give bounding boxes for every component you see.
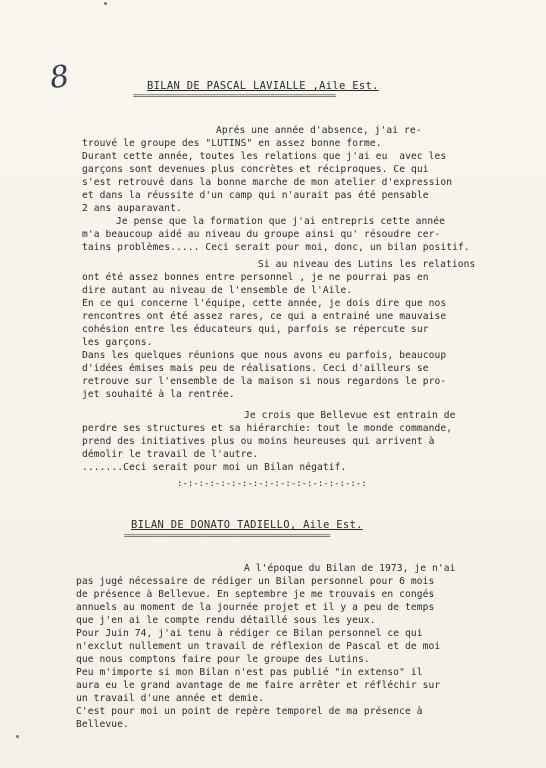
text-line: Peu m'importe si mon Bilan n'est pas publié "in extenso" il [76,667,423,678]
text-line: Pour Juin 74, j'ai tenu à rédiger ce Bilan personnel ce qui [76,628,423,639]
text-line: prend des initiatives plus ou moins heureuses qui arrivent à [82,436,435,447]
text-line: trouvé le groupe des "LUTINS" en assez bonne forme. [82,138,382,149]
text-line: garçons sont devenues plus concrètes et réciproques. Ce qui [82,164,429,175]
text-line: En ce qui concerne l'équipe, cette année, je dois dire que nos [82,298,447,309]
text-line: ont été assez bonnes entre personnel , je ne pourrai pas en [82,272,429,283]
text-line: Dans les quelques réunions que nous avons eu parfois, beaucoup [82,350,447,361]
section-separator: :-:-:-:-:-:-:-:-:-:-:-:-:-:-:-:-:-: [177,479,367,489]
text-line: et dans la réussite d'un camp qui n'aurait pas été pensable [82,190,429,201]
text-line: Je crois que Bellevue est entrain de [244,410,456,421]
section2-title: BILAN DE DONATO TADIELLO, Aile Est. [131,519,363,531]
title-double-rule: ======================================================== [133,92,336,100]
text-line: tains problèmes..... Ceci serait pour moi, donc, un bilan positif. [82,242,470,253]
text-line: pas jugé nécessaire de rédiger un Bilan personnel pour 6 mois [76,576,435,587]
text-line: C'est pour moi un point de repère temporel de ma présence à [76,706,423,717]
text-line: Durant cette année, toutes les relations que j'ai eu avec les [82,151,447,162]
text-line: Je pense que la formation que j'ai entrepris cette année [116,216,446,227]
text-line: jet souhaité à la rentrée. [82,389,235,400]
text-line: Si au niveau des Lutins les relations [258,259,476,270]
title-double-rule: ========================================================= [124,532,331,540]
text-line: démolir le travail de l'autre. [82,449,259,460]
text-line: n'exclut nullement un travail de réflexion de Pascal et de moi [76,641,441,652]
text-line: rencontres ont été assez rares, ce qui a entrainé une mauvaise [82,311,447,322]
text-line: de présence à Bellevue. En septembre je me trouvais en congés [76,589,435,600]
text-line: dire autant au niveau de l'ensemble de l'Aile. [82,285,353,296]
text-line: Bellevue. [76,719,129,730]
text-line: que j'en ai le compte rendu détaillé sous les yeux. [76,615,376,626]
text-line: perdre ses structures et sa hiérarchie: tout le monde commande, [82,423,453,434]
text-line: 2 ans auparavant. [82,203,182,214]
text-line: s'est retrouvé dans la bonne marche de mon atelier d'expression [82,177,453,188]
text-line: Aprés une année d'absence, j'ai re- [216,125,422,136]
text-line: retrouve sur l'ensemble de la maison si nous regardons le pro- [82,376,447,387]
text-line: d'idées émises mais peu de réalisations. Ceci d'ailleurs se [82,363,429,374]
text-line: A l'époque du Bilan de 1973, je n'ai [244,563,456,574]
paper-speck [104,2,107,5]
text-line: cohésion entre les éducateurs qui, parfois se répercute sur [82,324,429,335]
section1-title: BILAN DE PASCAL LAVIALLE ,Aile Est. [147,80,379,92]
text-line: aura eu le grand avantage de me faire arrêter et réfléchir sur [76,680,441,691]
text-line: .......Ceci serait pour moi un Bilan négatif. [82,462,347,473]
text-line: un travail d'une année et demie. [76,693,265,704]
page-number-mark: 8 [47,58,72,97]
paper-speck [16,735,19,738]
text-line: les garçons. [82,337,153,348]
text-line: m'a beaucoup aidé au niveau du groupe ainsi qu' résoudre cer- [82,229,441,240]
text-line: que nous comptons faire pour le groupe des Lutins. [76,654,370,665]
text-line: annuels au moment de la journée projet et il y a peu de temps [76,602,435,613]
